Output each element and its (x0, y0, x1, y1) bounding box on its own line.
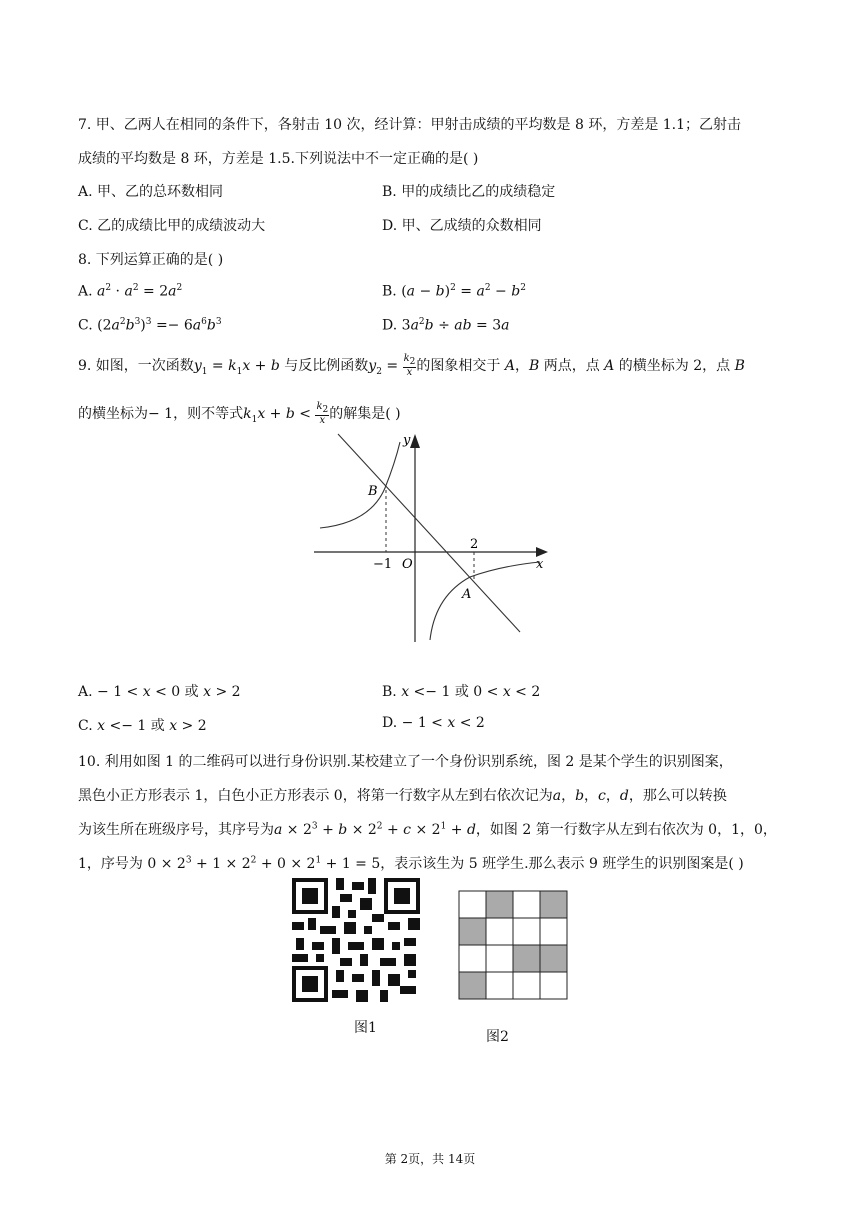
grid-cell-r3-c3 (540, 972, 567, 999)
point-a-label: A (462, 587, 472, 602)
grid-cell-r0-c2 (513, 891, 540, 918)
grid-cell-r3-c1 (486, 972, 513, 999)
q7-line1: 7. 甲、乙两人在相同的条件下，各射击 10 次，经计算：甲射击成绩的平均数是 8 环，方差是 1.1；乙射击 (78, 117, 742, 133)
figure-1-caption: 图1 (354, 1020, 377, 1036)
y-axis-label: y (403, 433, 411, 448)
figure-2-caption: 图2 (486, 1029, 509, 1045)
q8-option-b[interactable]: B. $(a - b)^2 = a^2 - b^2$ (382, 283, 526, 300)
grid-cell-r1-c0 (459, 918, 486, 945)
grid-cell-r3-c0 (459, 972, 486, 999)
q8-option-c[interactable]: C. $(2a^2b^3)^3 =- 6a^6b^3$ (78, 317, 222, 334)
q9-option-a[interactable]: A. − 1 < x < 0 或 x > 2 (78, 684, 241, 700)
grid-cell-r0-c0 (459, 891, 486, 918)
grid-cell-r1-c1 (486, 918, 513, 945)
q7-option-b[interactable]: B. 甲的成绩比乙的成绩稳定 (382, 184, 556, 200)
grid-cell-r0-c1 (486, 891, 513, 918)
q9-option-d[interactable]: D. − 1 < x < 2 (382, 715, 485, 731)
linear-function-line (338, 434, 520, 632)
q9-option-b[interactable]: B. x <− 1 或 0 < x < 2 (382, 684, 541, 700)
q7-option-c[interactable]: C. 乙的成绩比甲的成绩波动大 (78, 218, 266, 234)
grid-cell-r2-c1 (486, 945, 513, 972)
grid-cell-r2-c3 (540, 945, 567, 972)
hyperbola-branch-upper-left (320, 442, 400, 528)
q9-graph (300, 428, 560, 646)
q10-line3: 为该生所在班级序号，其序号为$a \times 2^3 + b \times 2^2 + c \times 2^1 + d$，如图 2 第一行数字从左到右依次为 0，1，0， (78, 821, 777, 838)
q9-line1: 9. 如图，一次函数$y_1 = k_1x + b$ 与反比例函数$y_2$ = $\frac{k_2}{x}$ 的图象相交于 A，B 两点，点 A 的横坐标为 2，点 B (78, 353, 745, 378)
grid-cell-r3-c2 (513, 972, 540, 999)
origin-label: O (402, 557, 413, 572)
q7-option-d[interactable]: D. 甲、乙成绩的众数相同 (382, 218, 542, 234)
q10-line4: 1，序号为 $0 \times 2^3 + 1 \times 2^2 + 0 \times 2^1 + 1 = 5$，表示该生为 5 班学生.那么表示 9 班学生的识别图案是( ) (78, 855, 744, 872)
q8-option-a[interactable]: A. $a^2 \cdot a^2 = 2a^2$ (78, 283, 183, 300)
grid-cell-r2-c2 (513, 945, 540, 972)
q7-option-a[interactable]: A. 甲、乙的总环数相同 (78, 184, 224, 200)
qr-code-image (292, 878, 420, 1002)
tick-2-label: 2 (470, 537, 479, 552)
q10-line1: 10. 利用如图 1 的二维码可以进行身份识别.某校建立了一个身份识别系统，图 2 是某个学生的识别图案， (78, 754, 733, 770)
y-axis-arrow (410, 434, 420, 448)
q8-option-d[interactable]: D. $3a^2b$ ÷ ab = 3a (382, 317, 510, 334)
grid-cell-r1-c3 (540, 918, 567, 945)
q9-option-c[interactable]: C. x <− 1 或 x > 2 (78, 718, 207, 734)
x-axis-label: x (536, 557, 544, 572)
page-footer: 第 2页，共 14页 (384, 1152, 476, 1166)
grid-cell-r1-c2 (513, 918, 540, 945)
x-axis-arrow (536, 547, 548, 557)
q7-line2: 成绩的平均数是 8 环，方差是 1.5.下列说法中不一定正确的是( ) (78, 151, 479, 167)
id-grid-figure (458, 890, 568, 1000)
tick-neg1-label: −1 (373, 557, 393, 572)
grid-cell-r2-c0 (459, 945, 486, 972)
q10-line2: 黑色小正方形表示 1，白色小正方形表示 0，将第一行数字从左到右依次记为a，b，c，d，那么可以转换 (78, 788, 727, 804)
q9-line2: 的横坐标为− 1，则不等式$k_1x + b$ < $\frac{k_2}{x}$ 的解集是( ) (78, 401, 401, 426)
q8-stem: 8. 下列运算正确的是( ) (78, 252, 224, 268)
hyperbola-branch-lower-right (430, 562, 540, 640)
grid-cell-r0-c3 (540, 891, 567, 918)
point-b-label: B (368, 484, 378, 499)
